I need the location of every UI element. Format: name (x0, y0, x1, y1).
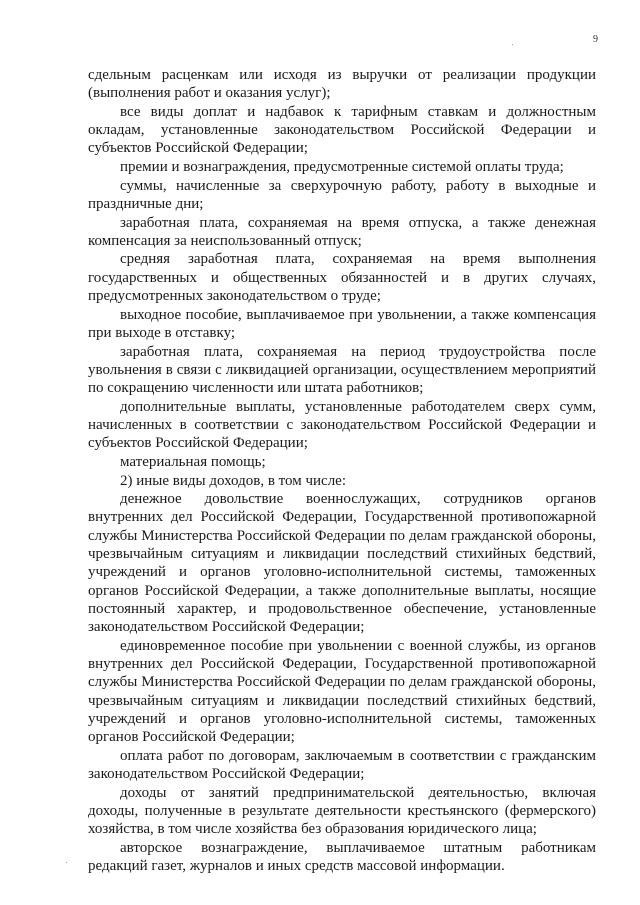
paragraph: средняя заработная плата, сохраняемая на время выполнения государственных и общественных обязанностей и в других случаях, предусмотренных законодательством о труде; (88, 251, 596, 305)
paragraph: премии и вознаграждения, предусмотренные системой оплаты труда; (120, 159, 564, 176)
paragraph: доходы от занятий предпринимательской деятельностью, включая доходы, полученные в результате деятельности крестьянского (фермерского) хозяйства, в том числе хозяйства без образования юридического лица; (88, 784, 596, 838)
paragraph: сдельным расценкам или исходя из выручки от реализации продукции (выполнения работ и оказания услуг); (88, 67, 596, 102)
paragraph: заработная плата, сохраняемая на период трудоустройства после увольнения в связи с ликвидацией организации, осуществлением мероприятий по сокращению численности или штата работников; (88, 343, 596, 397)
paragraph: материальная помощь; (120, 453, 266, 470)
paragraph: денежное довольствие военнослужащих, сотрудников органов внутренних дел Российской Федерации, Государственной противопожарной службы Министерства Российской Федерации по делам гражданской обороны, чрезвычайным ситуациям и ликвидации последствий стихийных бедствий, учреждений и органов уголовно-исполнительной системы, таможенных органов Российской Федерации, а также дополнительные выплаты, носящие постоянный характер, и продовольственное обеспечение, установленные законодательством Российской Федерации; (88, 491, 596, 636)
paragraph: авторское вознаграждение, выплачиваемое штатным работникам редакций газет, журналов и иных средств массовой информации. (88, 839, 596, 875)
paragraph: суммы, начисленные за сверхурочную работу, работу в выходные и праздничные дни; (88, 177, 596, 212)
paragraph: заработная плата, сохраняемая на время отпуска, а также денежная компенсация за неиспользованный отпуск; (88, 214, 596, 249)
page-number: 9 (593, 34, 598, 45)
document-body (88, 66, 596, 876)
paragraph: все виды доплат и надбавок к тарифным ставкам и должностным окладам, установленные законодательством Российской Федерации и субъектов Российской Федерации; (88, 103, 596, 157)
paragraph: единовременное пособие при увольнении с военной службы, из органов внутренних дел Российской Федерации, Государственной противопожарной службы Министерства Российской Федерации по делам гражданской обороны, чрезвычайным ситуациям и ликвидации последствий стихийных бедствий, учреждений и органов уголовно-исполнительной системы, таможенных органов Российской Федерации; (88, 637, 596, 746)
paragraph: дополнительные выплаты, установленные работодателем сверх сумм, начисленных в соответствии с законодательством Российской Федерации и субъектов Российской Федерации; (88, 398, 596, 452)
scan-speck (66, 862, 67, 863)
paragraph: оплата работ по договорам, заключаемым в соответствии с гражданским законодательством Российской Федерации; (88, 747, 596, 783)
paragraph: 2) иные виды доходов, в том числе: (120, 472, 347, 489)
paragraph: выходное пособие, выплачиваемое при увольнении, а также компенсация при выходе в отставку; (88, 306, 596, 341)
scan-speck (512, 44, 513, 45)
